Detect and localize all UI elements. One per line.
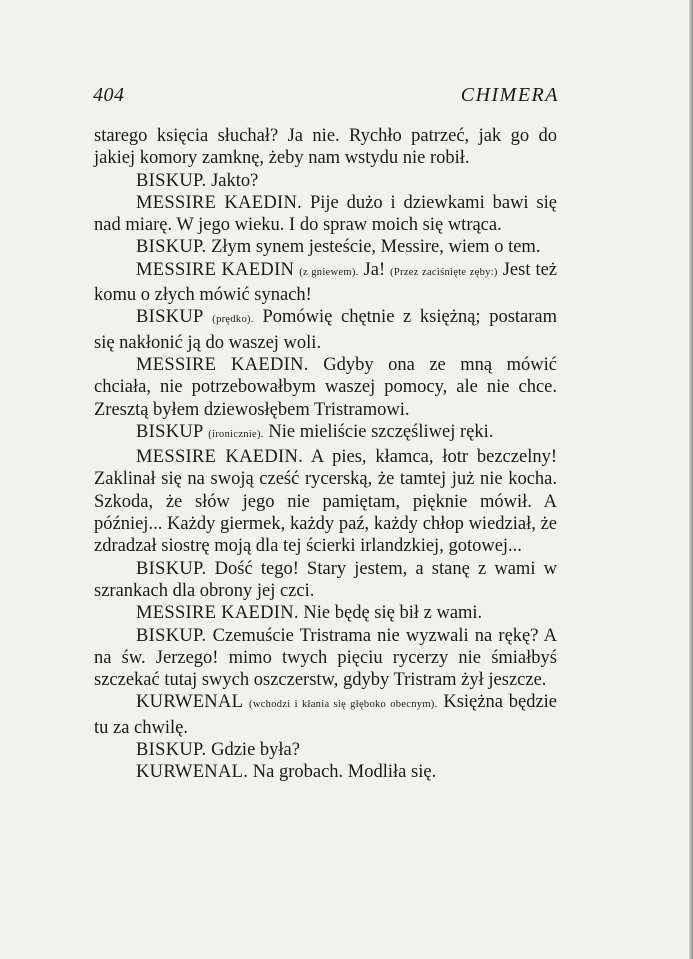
running-title: CHIMERA — [460, 84, 559, 106]
speaker-name: BISKUP — [136, 421, 204, 442]
dialogue-text: Czemuście Tristrama nie wyzwali na rękę? A na św. Jerzego! mimo twych pięciu rycerzy nie śmiałbyś szczekać tutaj swych oszczerstw, gdyby Tristram żył jeszcze. — [94, 625, 557, 691]
paragraph — [94, 354, 557, 421]
page-number: 404 — [93, 84, 125, 106]
dialogue-text: A pies, kłamca, łotr bezczelny! Zaklinał się na swoją cześć rycerską, że tamtej już nie kocha. Szkoda, że słów jego nie pamiętam, pięknie mówił. A później... Każdy giermek, każdy paź, każdy chłop wiedział, że zdradzał siostrę moją dla tej ścierki irlandzkiej, gotowej... — [94, 447, 557, 557]
page-edge — [689, 0, 693, 959]
speaker-name: BISKUP. — [136, 170, 207, 191]
dialogue-text: Jest też komu o złych mówić synach! — [94, 259, 557, 306]
dialogue-text: Gdyby ona ze mną mówić chciała, nie potrzebowałbym waszej pomocy, ale nie chce. Zresztą byłem dziewosłębem Tristramowi. — [94, 354, 558, 420]
speaker-name: BISKUP. — [136, 625, 207, 646]
paragraph — [94, 306, 557, 354]
paragraph — [94, 421, 557, 446]
dialogue-text: Dość tego! Stary jestem, a stanę z wami w szrankach dla obrony jej czci. — [94, 558, 557, 601]
dialogue-text: starego księcia słuchał? Ja nie. Rychło patrzeć, jak go do jakiej komory zamknę, żeby nam wstydu nie robił. — [94, 126, 557, 169]
paragraph — [94, 259, 557, 307]
paragraph — [94, 739, 557, 761]
paragraph — [94, 192, 557, 237]
dialogue-text: Księżna będzie tu za chwilę. — [94, 692, 558, 738]
paragraph — [94, 691, 557, 739]
page-header — [93, 84, 559, 110]
speaker-name: MESSIRE KAEDIN. — [136, 354, 309, 375]
stage-direction: (Przez zaciśnięte zęby:) — [390, 266, 498, 278]
dialogue-text: Nie będę się bił z wami. — [303, 603, 483, 624]
speaker-name: MESSIRE KAEDIN. — [136, 447, 304, 468]
stage-direction: (z gniewem). — [299, 266, 359, 278]
paragraph — [94, 125, 557, 170]
dialogue-text: Na grobach. Modliła się. — [252, 762, 437, 783]
dialogue-text: Ja! — [363, 259, 386, 280]
dialogue-text: Nie mieliście szczęśliwej ręki. — [268, 421, 494, 442]
speaker-name: MESSIRE KAEDIN — [136, 259, 295, 280]
speaker-name: BISKUP — [136, 307, 204, 328]
speaker-name: MESSIRE KAEDIN. — [136, 192, 303, 213]
dialogue-text: Pije dużo i dziewkami bawi się nad miarę. W jego wieku. I do spraw moich się wtrąca. — [94, 192, 558, 236]
stage-direction: (wchodzi i kłania się głęboko obecnym). — [249, 699, 438, 711]
paragraph — [94, 761, 557, 783]
paragraph — [94, 558, 557, 603]
speaker-name: BISKUP. — [136, 740, 207, 761]
stage-direction: (ironicznie). — [208, 428, 264, 440]
speaker-name: BISKUP. — [136, 237, 207, 258]
dialogue-text: Jakto? — [211, 170, 259, 191]
speaker-name: KURWENAL — [136, 692, 244, 713]
paragraph — [94, 170, 557, 192]
dialogue-text: Pomówię chętnie z księżną; postaram się nakłonić ją do waszej woli. — [94, 307, 558, 353]
dialogue-text: Złym synem jesteście, Messire, wiem o tem. — [211, 237, 541, 258]
paragraph — [94, 602, 557, 624]
body-text — [94, 125, 557, 784]
dialogue-text: Gdzie była? — [211, 740, 300, 761]
speaker-name: MESSIRE KAEDIN. — [136, 603, 299, 624]
speaker-name: BISKUP. — [136, 558, 207, 579]
paragraph — [94, 446, 557, 557]
speaker-name: KURWENAL. — [136, 762, 249, 783]
stage-direction: (prędko). — [212, 314, 254, 326]
paragraph — [94, 236, 557, 258]
paragraph — [94, 625, 557, 692]
